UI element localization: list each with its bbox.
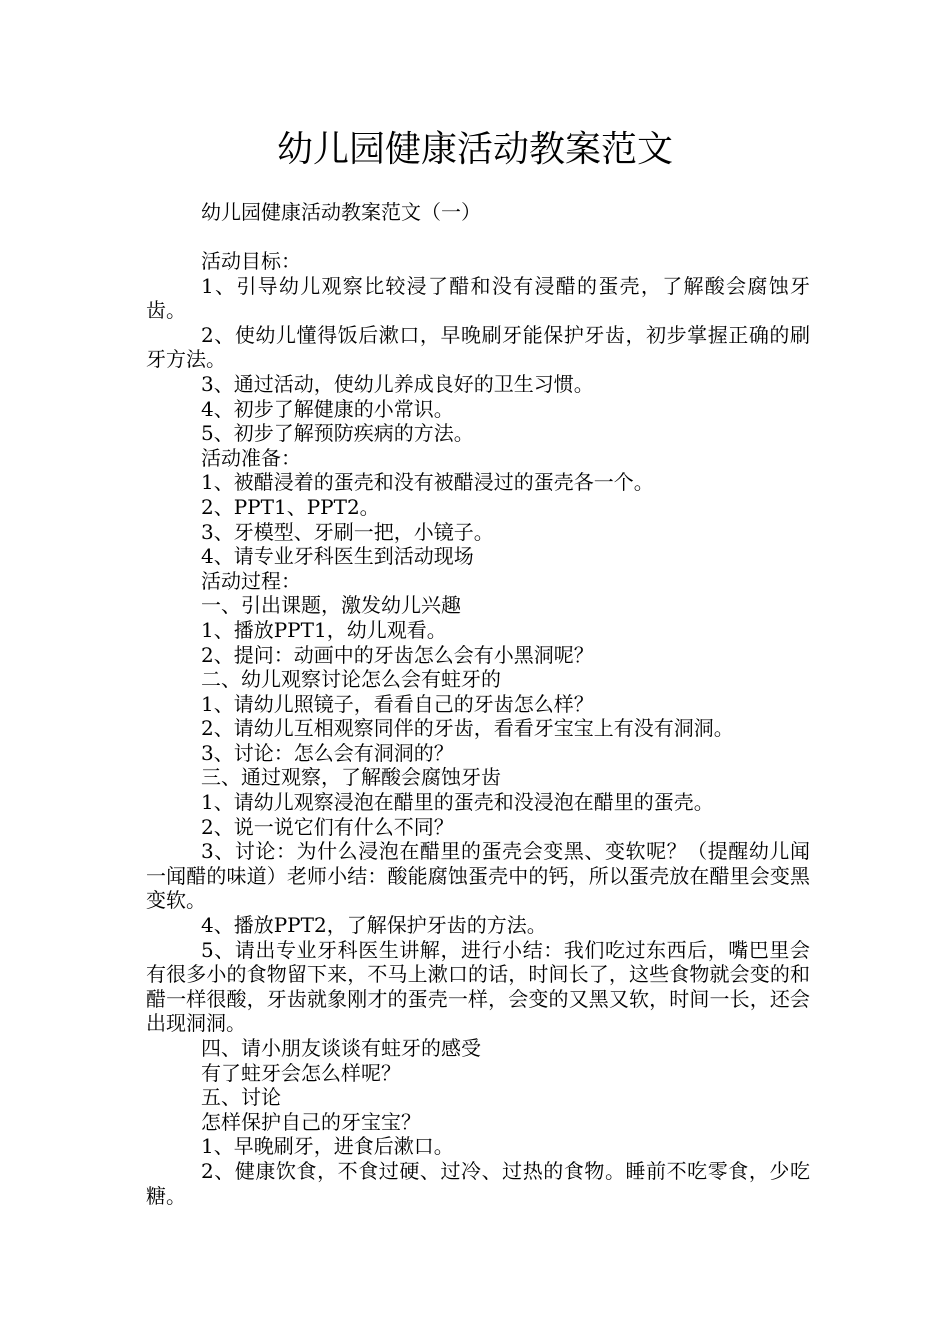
paragraph: 1、请幼儿观察浸泡在醋里的蛋壳和没浸泡在醋里的蛋壳。 [201,790,714,815]
paragraph: 2、使幼儿懂得饭后漱口，早晚刷牙能保护牙齿，初步掌握正确的刷牙方法。 [146,322,810,372]
paragraph: 5、请出专业牙科医生讲解，进行小结：我们吃过东西后，嘴巴里会有很多小的食物留下来，不马上漱口的话，时间长了，这些食物就会变的和醋一样很酸，牙齿就象刚才的蛋壳一样，会变的又黑又软，时间一长，还会出现洞洞。 [146,937,810,1036]
paragraph: 活动过程： [201,568,301,593]
paragraph: 3、牙模型、牙刷一把，小镜子。 [201,519,494,544]
paragraph: 4、播放PPT2，了解保护牙齿的方法。 [201,913,547,938]
document-body [146,249,810,1208]
section-heading: 幼儿园健康活动教案范文（一） [201,200,481,224]
paragraph: 5、初步了解预防疾病的方法。 [201,421,474,446]
paragraph: 1、播放PPT1，幼儿观看。 [201,617,447,642]
paragraph: 1、引导幼儿观察比较浸了醋和没有浸醋的蛋壳，了解酸会腐蚀牙齿。 [146,273,810,323]
paragraph: 1、被醋浸着的蛋壳和没有被醋浸过的蛋壳各一个。 [201,470,654,495]
paragraph: 活动目标： [201,249,301,273]
paragraph: 4、请专业牙科医生到活动现场 [201,544,474,569]
paragraph: 怎样保护自己的牙宝宝？ [201,1109,421,1134]
paragraph: 2、说一说它们有什么不同？ [201,814,454,839]
paragraph: 2、请幼儿互相观察同伴的牙齿，看看牙宝宝上有没有洞洞。 [201,716,734,741]
paragraph: 2、健康饮食，不食过硬、过冷、过热的食物。睡前不吃零食，少吃糖。 [146,1158,810,1208]
paragraph: 五、讨论 [201,1085,281,1110]
page-title: 幼儿园健康活动教案范文 [276,129,673,170]
paragraph: 3、讨论：怎么会有洞洞的？ [201,740,454,765]
paragraph: 4、初步了解健康的小常识。 [201,396,454,421]
paragraph: 3、通过活动，使幼儿养成良好的卫生习惯。 [201,371,594,396]
paragraph: 2、PPT1、PPT2。 [201,494,380,519]
paragraph: 1、请幼儿照镜子，看看自己的牙齿怎么样？ [201,691,594,716]
paragraph: 活动准备： [201,445,301,470]
paragraph: 四、请小朋友谈谈有蛀牙的感受 [201,1036,481,1060]
paragraph: 二、幼儿观察讨论怎么会有蛀牙的 [201,667,501,692]
paragraph: 1、早晚刷牙，进食后漱口。 [201,1134,454,1159]
paragraph: 3、讨论：为什么浸泡在醋里的蛋壳会变黑、变软呢？（提醒幼儿闻一闻醋的味道）老师小结：酸能腐蚀蛋壳中的钙，所以蛋壳放在醋里会变黑变软。 [146,839,810,913]
paragraph: 一、引出课题，激发幼儿兴趣 [201,593,461,618]
paragraph: 三、通过观察，了解酸会腐蚀牙齿 [201,765,501,790]
paragraph: 2、提问：动画中的牙齿怎么会有小黑洞呢？ [201,642,594,667]
paragraph: 有了蛀牙会怎么样呢？ [201,1060,401,1085]
